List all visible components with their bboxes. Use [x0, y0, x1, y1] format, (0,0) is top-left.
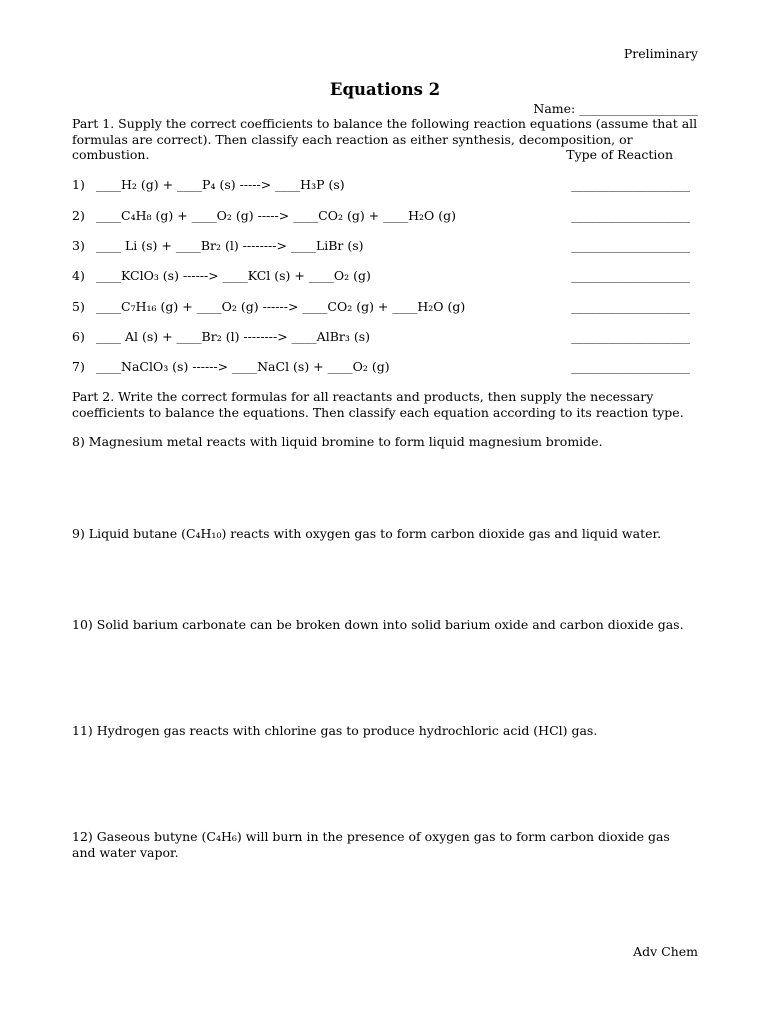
- equation-row: [72, 359, 690, 375]
- reaction-type-blank: ___________________: [571, 268, 690, 283]
- page-title: Equations 2: [329, 80, 441, 99]
- equation-text: ____ Al (s) + ____Br₂ (l) --------> ____AlBr₃ (s): [96, 329, 371, 344]
- footer-course: Adv Chem: [633, 944, 698, 959]
- equation-number: 4): [72, 268, 85, 283]
- equation-row: [72, 299, 690, 315]
- type-of-reaction-header: Type of Reaction: [566, 147, 673, 162]
- equation-text: ____ Li (s) + ____Br₂ (l) --------> ____LiBr (s): [96, 238, 364, 253]
- equation-row: [72, 268, 690, 284]
- question-10: 10) Solid barium carbonate can be broken down into solid barium oxide and carbon dioxide gas.: [72, 617, 684, 632]
- question-9: 9) Liquid butane (C₄H₁₀) reacts with oxygen gas to form carbon dioxide gas and liquid water.: [72, 526, 662, 541]
- equation-row: [72, 177, 690, 193]
- equation-row: [72, 208, 690, 224]
- equation-number: 6): [72, 329, 85, 344]
- reaction-type-blank: ___________________: [571, 177, 690, 192]
- reaction-type-blank: ___________________: [571, 208, 690, 223]
- name-blank: ___________________: [579, 101, 698, 116]
- equation-number: 1): [72, 177, 85, 192]
- reaction-type-blank: ___________________: [571, 359, 690, 374]
- equation-number: 3): [72, 238, 85, 253]
- equation-number: 7): [72, 359, 85, 374]
- equation-row: [72, 329, 690, 345]
- equation-text: ____NaClO₃ (s) ------> ____NaCl (s) + ____O₂ (g): [96, 359, 390, 374]
- part1-instructions: Part 1. Supply the correct coefficients to balance the following reaction equations (assume that all formulas are correct). Then classify each reaction as either synthesis, decomposition, or combustion.: [72, 116, 698, 162]
- question-12: 12) Gaseous butyne (C₄H₆) will burn in the presence of oxygen gas to form carbon dioxide gas and water vapor.: [72, 829, 670, 860]
- equation-text: ____C₄H₈ (g) + ____O₂ (g) -----> ____CO₂ (g) + ____H₂O (g): [96, 208, 457, 223]
- equation-number: 5): [72, 299, 85, 314]
- name-field: [533, 101, 698, 116]
- equation-number: 2): [72, 208, 85, 223]
- reaction-type-blank: ___________________: [571, 329, 690, 344]
- header-tag: Preliminary: [623, 46, 698, 61]
- reaction-type-blank: ___________________: [571, 299, 690, 314]
- equation-row: [72, 238, 690, 254]
- question-11: 11) Hydrogen gas reacts with chlorine gas to produce hydrochloric acid (HCl) gas.: [72, 723, 598, 738]
- reaction-type-blank: ___________________: [571, 238, 690, 253]
- equation-text: ____C₇H₁₆ (g) + ____O₂ (g) ------> ____CO₂ (g) + ____H₂O (g): [96, 299, 466, 314]
- part2-instructions: Part 2. Write the correct formulas for all reactants and products, then supply the necessary coefficients to balance the equations. Then classify each equation according to its reaction type.: [72, 389, 684, 420]
- equation-text: ____KClO₃ (s) ------> ____KCl (s) + ____O₂ (g): [96, 268, 371, 283]
- equation-text: ____H₂ (g) + ____P₄ (s) -----> ____H₃P (s): [96, 177, 345, 192]
- name-label: Name:: [533, 101, 576, 116]
- question-8: 8) Magnesium metal reacts with liquid bromine to form liquid magnesium bromide.: [72, 434, 603, 449]
